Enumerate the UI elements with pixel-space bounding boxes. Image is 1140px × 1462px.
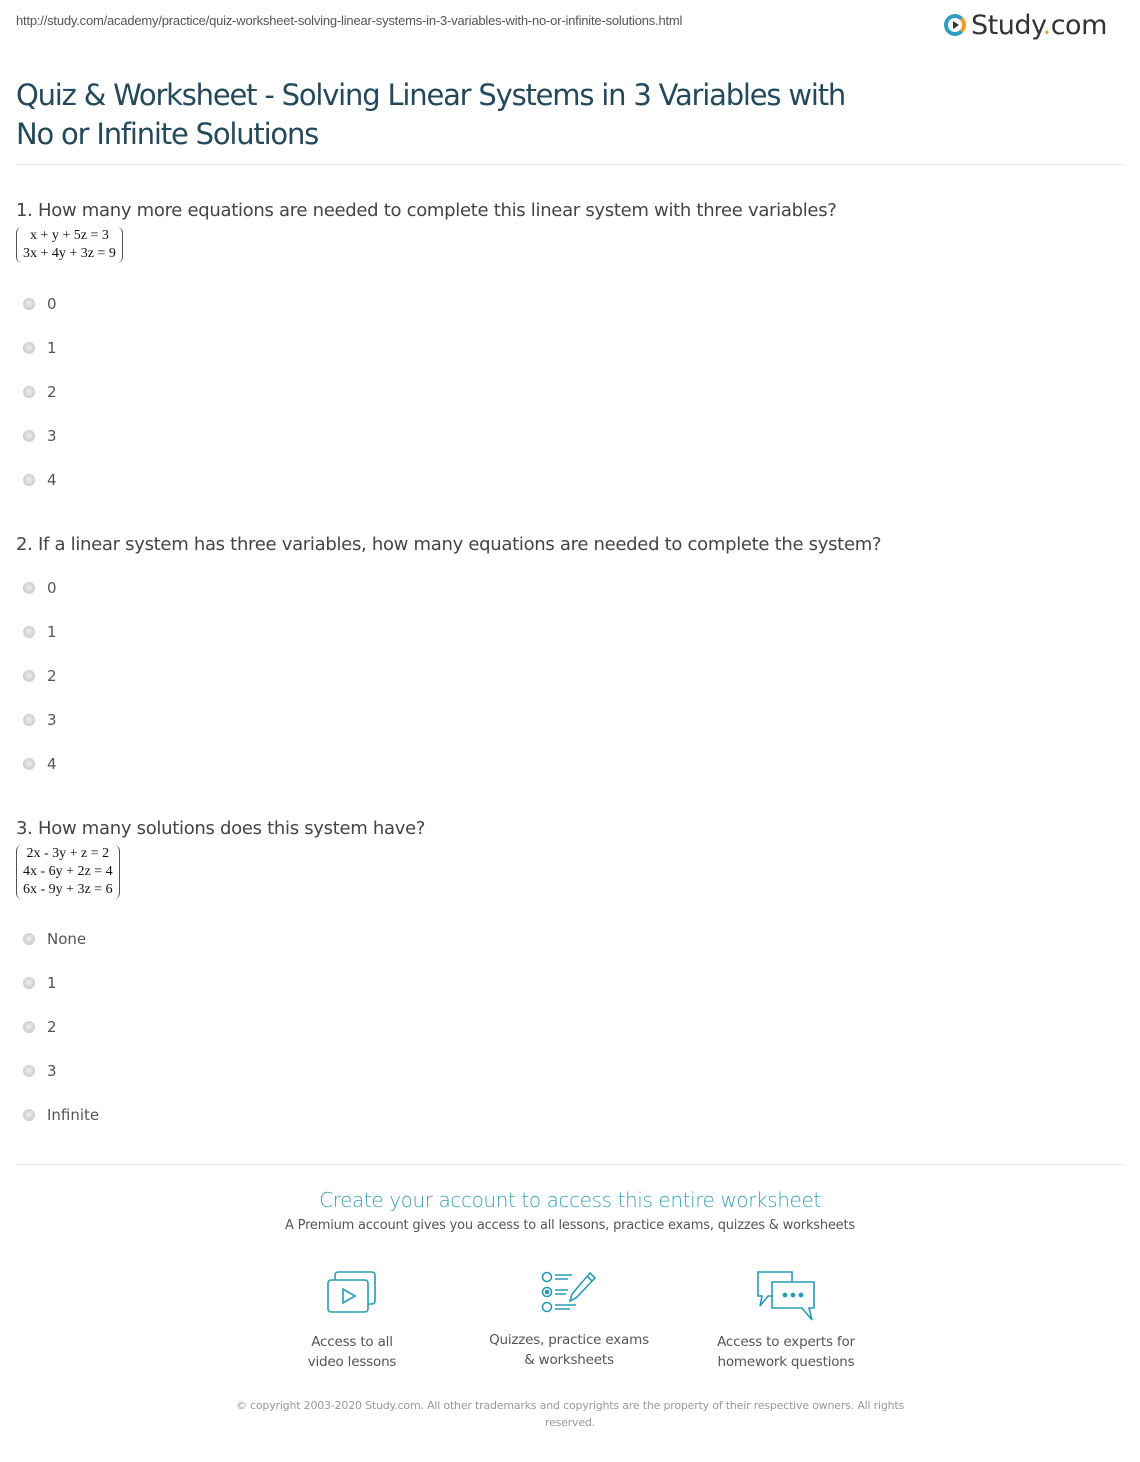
feature-experts: Access to experts for homework questions — [691, 1270, 881, 1372]
answer-option[interactable]: 0 — [16, 292, 57, 316]
copyright-notice: © copyright 2003-2020 Study.com. All other trademarks and copyrights are the property of their respective owners. All rights reserved. — [235, 1399, 905, 1429]
equation: 2x - 3y + z = 2 — [26, 846, 110, 861]
radio-button[interactable] — [23, 933, 35, 945]
radio-button[interactable] — [23, 758, 35, 770]
question-1 — [16, 198, 1116, 489]
radio-button[interactable] — [23, 1065, 35, 1077]
feature-quizzes: Quizzes, practice exams & worksheets — [474, 1270, 664, 1370]
quiz-checklist-icon — [540, 1270, 598, 1314]
equation-system — [16, 845, 120, 899]
radio-button[interactable] — [23, 298, 35, 310]
radio-button[interactable] — [23, 626, 35, 638]
radio-button[interactable] — [23, 582, 35, 594]
page-title: Quiz & Worksheet - Solving Linear Systems in 3 Variables with No or Infinite Solutions — [16, 78, 846, 151]
equation: x + y + 5z = 3 — [30, 228, 109, 243]
radio-button[interactable] — [23, 386, 35, 398]
question-text: 3. How many solutions does this system have? — [16, 818, 426, 839]
radio-button[interactable] — [23, 670, 35, 682]
radio-button[interactable] — [23, 1021, 35, 1033]
chat-bubbles-icon — [754, 1270, 818, 1322]
question-2 — [16, 532, 1116, 773]
answer-option[interactable]: 3 — [16, 424, 57, 448]
answer-option[interactable]: 4 — [16, 468, 57, 492]
answer-option[interactable]: 1 — [16, 620, 57, 644]
radio-button[interactable] — [23, 474, 35, 486]
radio-button[interactable] — [23, 977, 35, 989]
cta-subtitle: A Premium account gives you access to all lessons, practice exams, quizzes & worksheets — [285, 1218, 855, 1233]
create-account-link[interactable]: Create your account to access this entire worksheet — [319, 1188, 821, 1212]
divider — [16, 164, 1124, 165]
equation: 3x + 4y + 3z = 9 — [23, 246, 116, 261]
question-text: 2. If a linear system has three variables, how many equations are needed to complete the system? — [16, 534, 882, 555]
answer-option[interactable]: None — [16, 927, 86, 951]
answer-option[interactable]: 2 — [16, 664, 57, 688]
study-logo[interactable] — [944, 9, 1107, 41]
play-logo-icon — [944, 14, 966, 36]
answer-option[interactable]: 3 — [16, 708, 57, 732]
equation: 4x - 6y + 2z = 4 — [23, 864, 113, 879]
equation: 6x - 9y + 3z = 6 — [23, 882, 113, 897]
answer-option[interactable]: 1 — [16, 336, 57, 360]
page-url: http://study.com/academy/practice/quiz-worksheet-solving-linear-systems-in-3-variables-with-no-or-infinite-solutions.html — [16, 13, 683, 28]
answer-option[interactable]: 4 — [16, 752, 57, 776]
video-lessons-icon — [325, 1270, 379, 1316]
question-3 — [16, 816, 1116, 1124]
answer-option[interactable]: 0 — [16, 576, 57, 600]
radio-button[interactable] — [23, 342, 35, 354]
radio-button[interactable] — [23, 430, 35, 442]
answer-option[interactable]: 1 — [16, 971, 57, 995]
equation-system — [16, 227, 123, 263]
answer-option[interactable]: 3 — [16, 1059, 57, 1083]
feature-video-lessons: Access to all video lessons — [257, 1270, 447, 1372]
logo-text: Study.com — [971, 9, 1107, 41]
radio-button[interactable] — [23, 714, 35, 726]
answer-option[interactable]: Infinite — [16, 1103, 99, 1127]
answer-option[interactable]: 2 — [16, 1015, 57, 1039]
question-text: 1. How many more equations are needed to complete this linear system with three variables? — [16, 200, 837, 221]
answer-option[interactable]: 2 — [16, 380, 57, 404]
radio-button[interactable] — [23, 1109, 35, 1121]
divider — [16, 1164, 1124, 1165]
